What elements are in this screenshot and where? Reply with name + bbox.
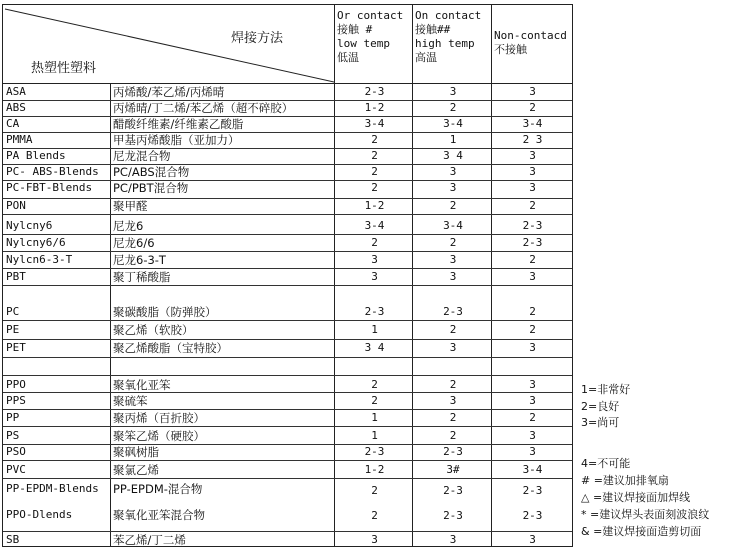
table-row: PA Blends 尼龙混合物 2 3 4 3 [3,149,572,165]
table-row: Nylcny6/6 尼龙6/6 2 2 2-3 [3,236,572,252]
header-col-high-temp: On contact 接触## high temp 高温 [415,9,482,64]
table-row: PON 聚甲醛 1-2 2 2 [3,199,572,215]
legend-exhaust-fan: # =建议加排氧扇 [581,474,669,487]
legend-fair: 3=尚可 [581,416,620,429]
table-row: PC-FBT-Blends PC/PBT混合物 2 3 3 [3,181,572,199]
table-row: PSO 聚砜树脂 2-3 2-3 3 [3,445,572,461]
header-col-low-temp: Or contact 接触 # low temp 低温 [337,9,404,64]
welding-method-label: 焊接方法 [231,31,284,46]
table-row: PE 聚乙烯（软胶） 1 2 2 [3,321,572,340]
table-row: PC- ABS-Blends PC/ABS混合物 2 3 3 [3,165,572,181]
table-row: SB 苯乙烯/丁二烯 3 3 3 [6,533,536,547]
header-col-non-contact: Non-contacd 不接触 [494,29,567,56]
table-row: ASA 丙烯酸/苯乙烯/丙烯晴 2-3 3 3 [3,85,572,101]
welding-compatibility-table [2,4,573,547]
table-row: PP-EPDM-Blends PP-EPDM-混合物 2 2-3 2-3 [6,482,543,497]
legend-excellent: 1=非常好 [581,383,631,396]
table-row: PPS 聚硫笨 2 3 3 [3,393,572,410]
table-row: PET 聚乙烯酸脂（宝特胶） 3 4 3 3 [3,340,572,358]
thermoplastic-label: 热塑性塑料 [31,61,97,76]
table-row: PPO 聚氧化亚笨 2 2 3 [3,376,572,393]
table-row: Nylcny6 尼龙6 3-4 3-4 2-3 [3,219,572,235]
legend-good: 2=良好 [581,400,620,413]
legend-shear-face: & =建议焊接面造剪切面 [581,525,702,538]
legend-weld-line: △ =建议焊接面加焊线 [581,491,691,504]
table-row: PBT 聚丁稀酸脂 3 3 3 [3,270,572,286]
table-header [3,5,572,84]
table-row: PPO-Dlends 聚氧化亚笨混合物 2 2-3 2-3 [3,498,572,532]
table-row: PVC 聚氯乙烯 1-2 3# 3-4 [3,461,572,479]
table-row: PP 聚丙烯（百折胶） 1 2 2 [3,410,572,427]
table-row: PMMA 甲基丙烯酸脂（亚加力） 2 1 2 3 [3,133,572,149]
legend-impossible: 4=不可能 [581,457,631,470]
legend-wave-pattern: * =建议焊头表面刻波浪纹 [581,508,710,521]
table-row-empty [3,358,572,376]
table-row: Nylcn6-3-T 尼龙6-3-T 3 3 2 [3,253,572,269]
table-row: ABS 丙烯晴/丁二烯/苯乙烯（超不碎胶） 1-2 2 2 [3,101,572,117]
table-row: PC 聚碳酸脂（防弹胶） 2-3 2-3 2 [3,286,572,321]
table-row: PS 聚笨乙烯（硬胶） 1 2 3 [3,427,572,445]
table-row: CA 醋酸纤维素/纤维素乙酸脂 3-4 3-4 3-4 [3,117,572,133]
